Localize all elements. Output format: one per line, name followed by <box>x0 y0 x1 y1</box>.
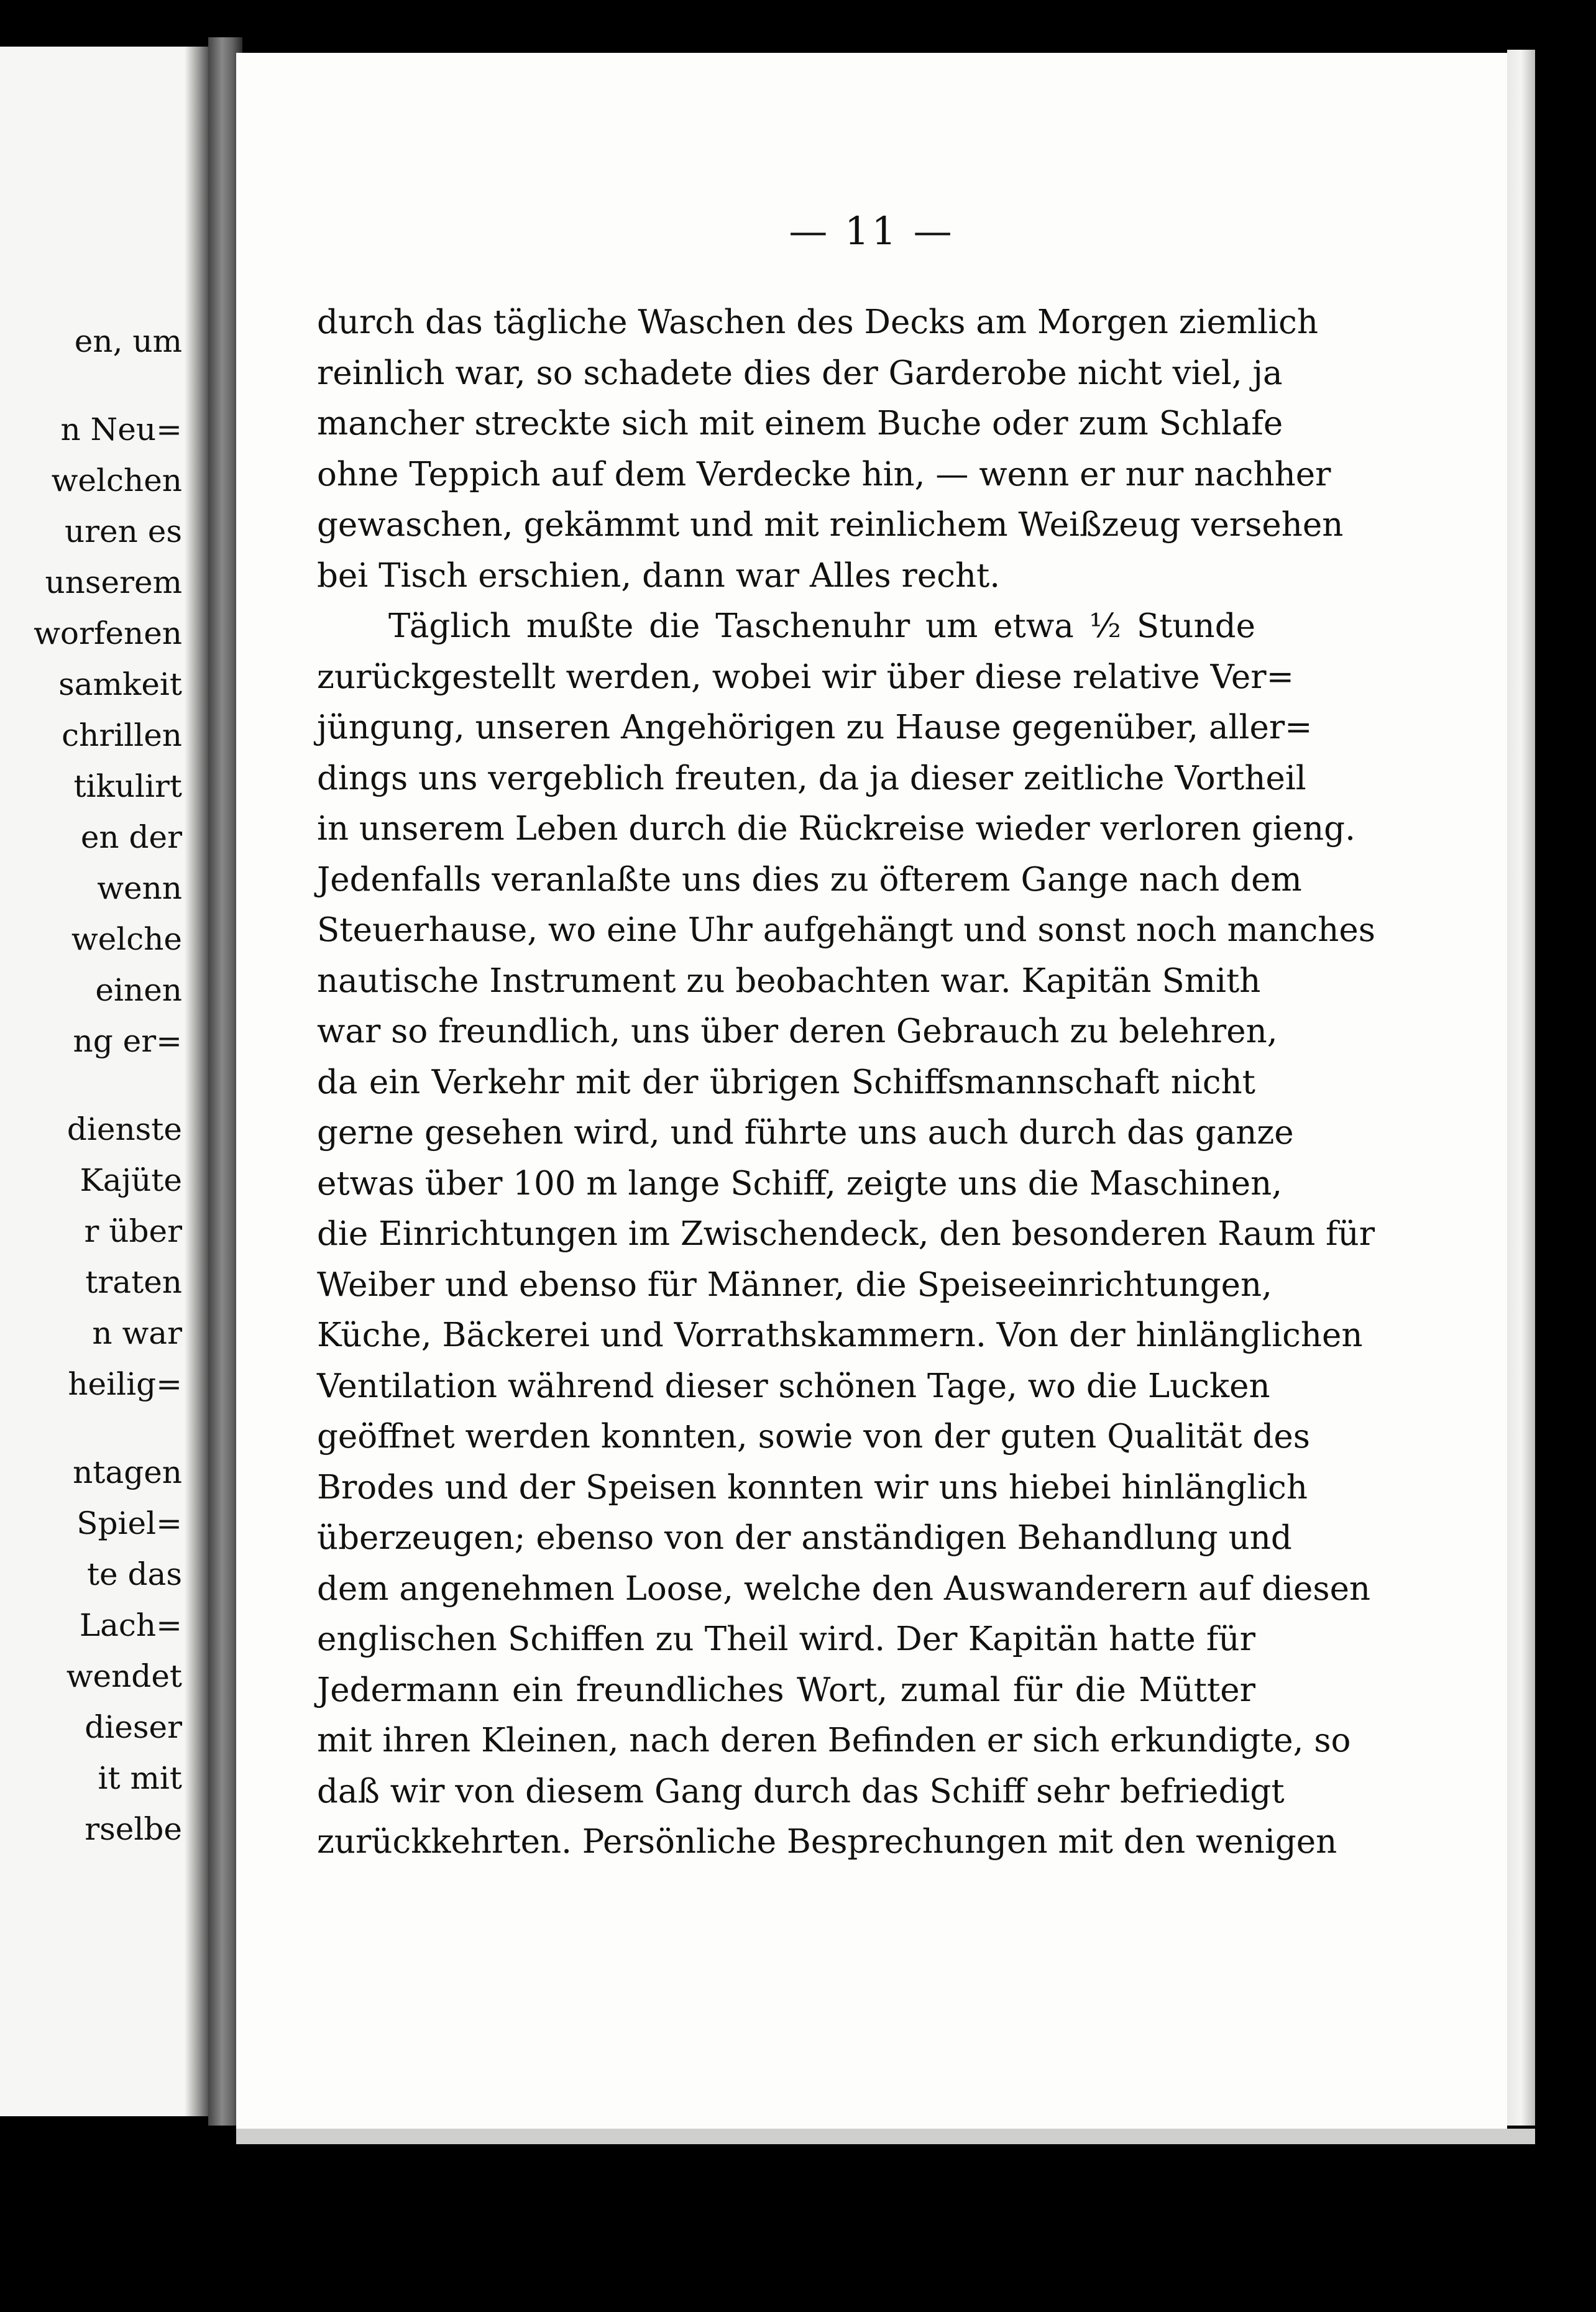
gutter-shadow <box>185 47 208 2116</box>
text-line: mancher streckte sich mit einem Buche oder zum Schlafe <box>317 405 1283 443</box>
facing-page-line: ntagen <box>73 1454 182 1490</box>
body-text <box>317 297 1375 1868</box>
page-number-header: — 11 — <box>789 208 955 254</box>
text-line: geöffnet werden konnten, sowie von der guten Qualität des <box>317 1418 1310 1456</box>
text-line: zurückgestellt werden, wobei wir über diese relative Ver= <box>317 658 1295 696</box>
facing-page-line: dieser <box>85 1709 182 1745</box>
text-line: war so freundlich, uns über deren Gebrauch zu belehren, <box>317 1012 1278 1050</box>
facing-page-line: en der <box>80 819 182 855</box>
text-line: überzeugen; ebenso von der anständigen Behandlung und <box>317 1519 1292 1557</box>
text-line: die Einrichtungen im Zwischendeck, den besonderen Raum für <box>317 1215 1375 1253</box>
text-line: nautische Instrument zu beobachten war. Kapitän Smith <box>317 961 1261 1000</box>
facing-page-line: einen <box>95 972 182 1008</box>
text-line: Küche, Bäckerei und Vorrathskammern. Von der hinlänglichen <box>317 1316 1363 1354</box>
facing-page-line: welchen <box>51 462 182 498</box>
text-line: gewaschen, gekämmt und mit reinlichem Weißzeug versehen <box>317 506 1344 544</box>
text-line: zurückkehrten. Persönliche Besprechungen mit den wenigen <box>317 1823 1337 1861</box>
facing-page-line: uren es <box>64 513 182 549</box>
text-line: daß wir von diesem Gang durch das Schiff sehr befriedigt <box>317 1772 1285 1810</box>
text-line: dings uns vergeblich freuten, da ja dieser zeitliche Vortheil <box>317 759 1306 797</box>
text-line: Täglich mußte die Taschenuhr um etwa ½ Stunde <box>388 607 1255 645</box>
text-line: Weiber und ebenso für Männer, die Speiseeinrichtungen, <box>317 1265 1272 1304</box>
text-line: etwas über 100 m lange Schiff, zeigte uns die Maschinen, <box>317 1164 1283 1203</box>
facing-page-line: wendet <box>66 1658 182 1694</box>
facing-page-line: rselbe <box>85 1811 182 1847</box>
text-line: Ventilation während dieser schönen Tage, wo die Lucken <box>317 1367 1270 1405</box>
facing-page-line: te das <box>86 1556 182 1592</box>
text-line: reinlich war, so schadete dies der Garderobe nicht viel, ja <box>317 354 1283 392</box>
text-line: da ein Verkehr mit der übrigen Schiffsmannschaft nicht <box>317 1063 1255 1101</box>
facing-page-line: worfenen <box>34 615 182 651</box>
page-edge-right <box>1507 50 1535 2126</box>
facing-page-line: wenn <box>97 870 182 906</box>
text-line: mit ihren Kleinen, nach deren Befinden er sich erkundigte, so <box>317 1722 1351 1759</box>
text-line: in unserem Leben durch die Rückreise wieder verloren gieng. <box>317 810 1355 848</box>
facing-page-line: welche <box>71 921 182 957</box>
text-line: bei Tisch erschien, dann war Alles recht. <box>317 556 1001 595</box>
text-line: Jedenfalls veranlaßte uns dies zu öfterem Gange nach dem <box>317 860 1302 899</box>
facing-page-line: heilig= <box>68 1366 182 1402</box>
facing-page-line: dienste <box>66 1111 182 1147</box>
facing-page-line: ng er= <box>73 1023 182 1059</box>
page-edge-bottom <box>236 2129 1535 2144</box>
text-line: dem angenehmen Loose, welche den Auswanderern auf diesen <box>317 1569 1371 1608</box>
facing-page-line: unserem <box>45 564 182 600</box>
facing-page-line: chrillen <box>62 717 182 753</box>
facing-page-line: samkeit <box>58 666 182 702</box>
facing-page-line: Lach= <box>79 1607 182 1643</box>
facing-page-line: tikulirt <box>73 768 182 804</box>
facing-page-line: Kajüte <box>80 1162 182 1198</box>
text-line: englischen Schiffen zu Theil wird. Der Kapitän hatte für <box>317 1620 1255 1658</box>
text-line: Jedermann ein freundliches Wort, zumal für die Mütter <box>317 1671 1255 1709</box>
facing-page-left <box>0 47 208 2116</box>
facing-page-line: n Neu= <box>60 411 182 447</box>
facing-page-line: it mit <box>98 1760 182 1796</box>
facing-page-line: en, um <box>74 323 182 359</box>
text-line: gerne gesehen wird, und führte uns auch durch das ganze <box>317 1114 1294 1152</box>
text-line: Brodes und der Speisen konnten wir uns hiebei hinlänglich <box>317 1468 1308 1507</box>
text-line: jüngung, unseren Angehörigen zu Hause gegenüber, aller= <box>317 709 1313 746</box>
text-line: durch das tägliche Waschen des Decks am Morgen ziemlich <box>317 303 1318 341</box>
facing-page-line: Spiel= <box>76 1505 182 1541</box>
text-line: ohne Teppich auf dem Verdecke hin, — wenn er nur nachher <box>317 455 1331 493</box>
text-line: Steuerhause, wo eine Uhr aufgehängt und sonst noch manches <box>317 911 1375 949</box>
facing-page-line: traten <box>85 1264 182 1300</box>
facing-page-line: r über <box>84 1213 182 1249</box>
facing-page-line: n war <box>92 1315 182 1351</box>
